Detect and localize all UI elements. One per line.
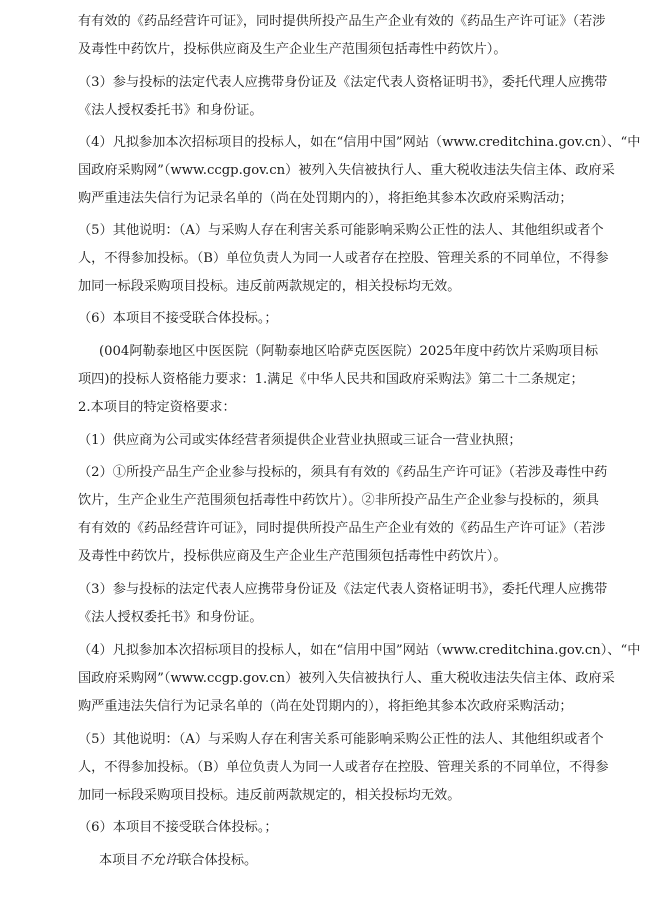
text-line: 有有效的《药品经营许可证》，同时提供所投产品生产企业有效的《药品生产许可证》（若涉	[78, 521, 606, 536]
text-line: 购严重违法失信行为记录名单的（尚在处罚期内的），将拒绝其参本次政府采购活动；	[78, 699, 573, 714]
text-line: 国政府采购网”（www.ccgp.gov.cn）被列入失信被执行人、重大税收违法失信主体、政府采	[78, 671, 615, 686]
final-line-emphasis: 不允许	[138, 853, 179, 868]
text-line: 国政府采购网”（www.ccgp.gov.cn）被列入失信被执行人、重大税收违法失信主体、政府采	[78, 163, 615, 178]
text-line: 项四)的投标人资格能力要求：1.满足《中华人民共和国政府采购法》第二十二条规定；	[78, 372, 584, 387]
text-line: （5）其他说明：（A）与采购人存在利害关系可能影响采购公正性的法人、其他组织或者个	[78, 223, 604, 238]
final-line	[99, 848, 257, 874]
final-line-suffix: 联合体投标。	[178, 853, 258, 868]
text-line: 《法人授权委托书》和身份证。	[78, 610, 263, 625]
text-line: 人，不得参加投标。（B）单位负责人为同一人或者存在控股、管理关系的不同单位，不得参	[78, 760, 609, 775]
text-line: 《法人授权委托书》和身份证。	[78, 103, 263, 118]
text-line: 有有效的《药品经营许可证》，同时提供所投产品生产企业有效的《药品生产许可证》（若涉	[78, 14, 606, 29]
text-line: （1）供应商为公司或实体经营者须提供企业营业执照或三证合一营业执照；	[78, 433, 522, 448]
text-line: 购严重违法失信行为记录名单的（尚在处罚期内的），将拒绝其参本次政府采购活动；	[78, 191, 573, 206]
text-line: （6）本项目不接受联合体投标。；	[78, 311, 278, 326]
text-line: （3）参与投标的法定代表人应携带身份证及《法定代表人资格证明书》，委托代理人应携带	[78, 75, 608, 90]
text-line: （5）其他说明：（A）与采购人存在利害关系可能影响采购公正性的法人、其他组织或者个	[78, 732, 604, 747]
text-line: 人，不得参加投标。（B）单位负责人为同一人或者存在控股、管理关系的不同单位，不得参	[78, 251, 609, 266]
text-line: 及毒性中药饮片，投标供应商及生产企业生产范围须包括毒性中药饮片）。	[78, 42, 507, 57]
text-line: （3）参与投标的法定代表人应携带身份证及《法定代表人资格证明书》，委托代理人应携带	[78, 582, 608, 597]
text-line: 加同一标段采购项目投标。违反前两款规定的，相关投标均无效。	[78, 788, 461, 803]
text-line: （4）凡拟参加本次招标项目的投标人，如在“信用中国”网站（www.creditchina.gov.cn）、“中	[78, 643, 641, 658]
text-line: 加同一标段采购项目投标。违反前两款规定的，相关投标均无效。	[78, 279, 461, 294]
text-line: (004阿勒泰地区中医医院（阿勒泰地区哈萨克医医院）2025年度中药饮片采购项目标	[99, 344, 599, 359]
text-line: 及毒性中药饮片，投标供应商及生产企业生产范围须包括毒性中药饮片）。	[78, 549, 507, 564]
text-line: （2）①所投产品生产企业参与投标的，须具有有效的《药品生产许可证》（若涉及毒性中药	[78, 465, 608, 480]
final-line-prefix: 本项目	[99, 853, 139, 868]
text-line: 饮片，生产企业生产范围须包括毒性中药饮片）。②非所投产品生产企业参与投标的，须具	[78, 493, 599, 508]
text-line: （6）本项目不接受联合体投标。；	[78, 820, 278, 835]
text-line: （4）凡拟参加本次招标项目的投标人，如在“信用中国”网站（www.creditchina.gov.cn）、“中	[78, 135, 641, 150]
text-line: 2.本项目的特定资格要求：	[78, 400, 236, 415]
